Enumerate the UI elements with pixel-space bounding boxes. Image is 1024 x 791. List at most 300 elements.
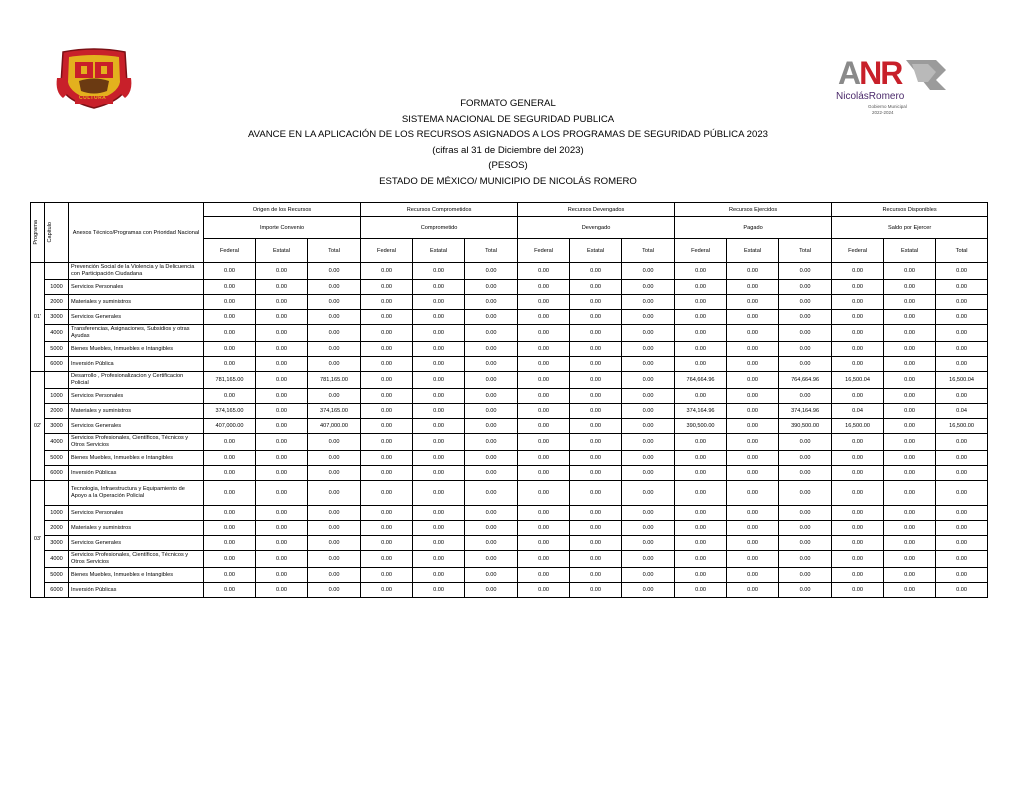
value-cell: 0.00 bbox=[622, 451, 675, 466]
value-cell: 0.00 bbox=[518, 568, 570, 583]
value-cell: 0.00 bbox=[256, 325, 308, 342]
value-cell: 0.00 bbox=[518, 481, 570, 506]
chapter-row bbox=[31, 506, 988, 521]
chapter-code: 3000 bbox=[45, 536, 69, 551]
value-cell: 0.00 bbox=[361, 342, 413, 357]
column-label: Federal bbox=[204, 239, 256, 263]
value-cell: 0.00 bbox=[413, 506, 465, 521]
value-cell: 0.00 bbox=[204, 466, 256, 481]
municipal-coat-of-arms-logo bbox=[55, 48, 133, 110]
logo-sub2: 2022-2024 bbox=[872, 110, 894, 115]
chapter-code: 4000 bbox=[45, 325, 69, 342]
chapter-label: Materiales y suministros bbox=[69, 521, 204, 536]
group-subtitle: Devengado bbox=[518, 217, 675, 239]
value-cell: 0.00 bbox=[884, 583, 936, 598]
value-cell: 0.00 bbox=[622, 357, 675, 372]
value-cell: 0.00 bbox=[413, 551, 465, 568]
value-cell: 0.00 bbox=[308, 325, 361, 342]
value-cell: 0.00 bbox=[884, 310, 936, 325]
value-cell: 0.00 bbox=[518, 325, 570, 342]
col-anexos-header: Anexos Técnico/Programas con Prioridad Nacional bbox=[69, 203, 204, 263]
value-cell: 0.00 bbox=[204, 280, 256, 295]
value-cell: 0.00 bbox=[308, 263, 361, 280]
chapter-label: Materiales y suministros bbox=[69, 295, 204, 310]
value-cell: 390,500.00 bbox=[779, 419, 832, 434]
chapter-cell-empty bbox=[45, 481, 69, 506]
value-cell: 0.00 bbox=[727, 506, 779, 521]
value-cell: 0.00 bbox=[308, 295, 361, 310]
resources-table bbox=[30, 202, 988, 598]
value-cell: 0.00 bbox=[884, 551, 936, 568]
program-code: 02' bbox=[31, 372, 45, 481]
value-cell: 0.00 bbox=[570, 466, 622, 481]
column-label: Estatal bbox=[413, 239, 465, 263]
value-cell: 0.00 bbox=[413, 342, 465, 357]
value-cell: 0.00 bbox=[622, 568, 675, 583]
value-cell: 0.00 bbox=[832, 295, 884, 310]
value-cell: 0.00 bbox=[256, 310, 308, 325]
value-cell: 0.00 bbox=[779, 466, 832, 481]
value-cell: 0.00 bbox=[832, 451, 884, 466]
value-cell: 0.00 bbox=[622, 536, 675, 551]
column-label: Total bbox=[936, 239, 988, 263]
value-cell: 0.00 bbox=[465, 481, 518, 506]
value-cell: 0.00 bbox=[675, 280, 727, 295]
value-cell: 0.00 bbox=[832, 434, 884, 451]
value-cell: 0.00 bbox=[361, 419, 413, 434]
value-cell: 0.00 bbox=[570, 419, 622, 434]
value-cell: 0.00 bbox=[256, 263, 308, 280]
chapter-row bbox=[31, 295, 988, 310]
value-cell: 0.00 bbox=[675, 263, 727, 280]
chapter-label: Materiales y suministros bbox=[69, 404, 204, 419]
value-cell: 0.00 bbox=[204, 342, 256, 357]
resources-table-container bbox=[30, 202, 986, 598]
value-cell: 0.00 bbox=[884, 506, 936, 521]
value-cell: 0.00 bbox=[622, 583, 675, 598]
chapter-row bbox=[31, 434, 988, 451]
value-cell: 0.00 bbox=[465, 434, 518, 451]
value-cell: 0.00 bbox=[256, 389, 308, 404]
value-cell: 0.00 bbox=[256, 434, 308, 451]
logo-letter-n: N bbox=[859, 55, 881, 91]
value-cell: 0.00 bbox=[204, 263, 256, 280]
value-cell: 0.00 bbox=[518, 263, 570, 280]
chapter-code: 1000 bbox=[45, 506, 69, 521]
value-cell: 0.00 bbox=[675, 325, 727, 342]
value-cell: 0.00 bbox=[570, 506, 622, 521]
value-cell: 0.00 bbox=[204, 521, 256, 536]
value-cell: 0.00 bbox=[675, 357, 727, 372]
value-cell: 0.00 bbox=[465, 536, 518, 551]
value-cell: 0.00 bbox=[518, 342, 570, 357]
value-cell: 390,500.00 bbox=[675, 419, 727, 434]
value-cell: 0.00 bbox=[727, 357, 779, 372]
value-cell: 0.00 bbox=[518, 583, 570, 598]
value-cell: 0.00 bbox=[832, 481, 884, 506]
chapter-row bbox=[31, 310, 988, 325]
column-label: Estatal bbox=[570, 239, 622, 263]
value-cell: 0.00 bbox=[465, 372, 518, 389]
value-cell: 0.00 bbox=[518, 451, 570, 466]
value-cell: 0.00 bbox=[727, 342, 779, 357]
value-cell: 0.00 bbox=[204, 389, 256, 404]
group-title: Recursos Disponibles bbox=[832, 203, 988, 217]
value-cell: 0.00 bbox=[308, 280, 361, 295]
value-cell: 0.00 bbox=[884, 536, 936, 551]
value-cell: 0.00 bbox=[518, 280, 570, 295]
value-cell: 0.00 bbox=[622, 310, 675, 325]
value-cell: 0.00 bbox=[675, 342, 727, 357]
value-cell: 0.00 bbox=[622, 481, 675, 506]
value-cell: 0.00 bbox=[204, 325, 256, 342]
value-cell: 0.00 bbox=[465, 451, 518, 466]
value-cell: 0.00 bbox=[779, 280, 832, 295]
value-cell: 0.00 bbox=[361, 481, 413, 506]
col-capitulo-header: Capitulo bbox=[45, 203, 69, 263]
value-cell: 0.00 bbox=[779, 568, 832, 583]
value-cell: 0.00 bbox=[518, 419, 570, 434]
group-subtitle: Pagado bbox=[675, 217, 832, 239]
value-cell: 0.00 bbox=[256, 583, 308, 598]
group-title: Recursos Devengados bbox=[518, 203, 675, 217]
value-cell: 0.00 bbox=[884, 434, 936, 451]
value-cell: 781,165.00 bbox=[308, 372, 361, 389]
value-cell: 0.00 bbox=[570, 568, 622, 583]
column-label: Federal bbox=[518, 239, 570, 263]
document-header bbox=[200, 96, 816, 190]
value-cell: 0.00 bbox=[256, 466, 308, 481]
value-cell: 0.00 bbox=[727, 551, 779, 568]
value-cell: 0.00 bbox=[832, 357, 884, 372]
value-cell: 0.00 bbox=[413, 310, 465, 325]
program-code: 01' bbox=[31, 263, 45, 372]
chapter-label: Servicios Generales bbox=[69, 310, 204, 325]
value-cell: 0.00 bbox=[779, 451, 832, 466]
value-cell: 16,500.04 bbox=[936, 372, 988, 389]
value-cell: 0.00 bbox=[518, 521, 570, 536]
chapter-row bbox=[31, 280, 988, 295]
value-cell: 0.00 bbox=[256, 295, 308, 310]
value-cell: 0.00 bbox=[727, 404, 779, 419]
chapter-row bbox=[31, 568, 988, 583]
value-cell: 0.00 bbox=[204, 583, 256, 598]
value-cell: 0.00 bbox=[413, 280, 465, 295]
value-cell: 0.00 bbox=[779, 481, 832, 506]
value-cell: 0.00 bbox=[936, 481, 988, 506]
value-cell: 0.00 bbox=[622, 372, 675, 389]
logo-sub1: Gobierno Municipal bbox=[868, 104, 907, 109]
value-cell: 0.00 bbox=[779, 357, 832, 372]
value-cell: 0.00 bbox=[204, 434, 256, 451]
value-cell: 0.00 bbox=[204, 481, 256, 506]
value-cell: 0.00 bbox=[675, 568, 727, 583]
logo-letter-a: A bbox=[838, 55, 860, 91]
value-cell: 0.00 bbox=[308, 521, 361, 536]
value-cell: 0.00 bbox=[518, 372, 570, 389]
value-cell: 0.00 bbox=[832, 325, 884, 342]
header-line-6: ESTADO DE MÉXICO/ MUNICIPIO DE NICOLÁS ROMERO bbox=[379, 175, 637, 187]
chapter-code: 5000 bbox=[45, 451, 69, 466]
value-cell: 0.00 bbox=[308, 434, 361, 451]
value-cell: 0.00 bbox=[936, 451, 988, 466]
chapter-code: 1000 bbox=[45, 280, 69, 295]
value-cell: 0.00 bbox=[622, 404, 675, 419]
chapter-code: 6000 bbox=[45, 583, 69, 598]
value-cell: 0.00 bbox=[675, 451, 727, 466]
value-cell: 0.00 bbox=[518, 357, 570, 372]
group-subtitle: Comprometido bbox=[361, 217, 518, 239]
value-cell: 0.00 bbox=[936, 295, 988, 310]
column-label: Estatal bbox=[884, 239, 936, 263]
chapter-row bbox=[31, 583, 988, 598]
value-cell: 0.00 bbox=[727, 263, 779, 280]
chapter-cell-empty bbox=[45, 263, 69, 280]
value-cell: 0.00 bbox=[308, 551, 361, 568]
value-cell: 0.00 bbox=[936, 466, 988, 481]
chapter-row bbox=[31, 419, 988, 434]
value-cell: 0.00 bbox=[465, 357, 518, 372]
chapter-label: Servicios Generales bbox=[69, 536, 204, 551]
value-cell: 0.00 bbox=[256, 536, 308, 551]
value-cell: 0.00 bbox=[465, 263, 518, 280]
value-cell: 0.00 bbox=[622, 263, 675, 280]
value-cell: 0.00 bbox=[413, 434, 465, 451]
value-cell: 0.00 bbox=[622, 295, 675, 310]
column-label: Federal bbox=[361, 239, 413, 263]
value-cell: 0.00 bbox=[256, 342, 308, 357]
value-cell: 0.00 bbox=[675, 536, 727, 551]
chapter-code: 6000 bbox=[45, 357, 69, 372]
value-cell: 0.00 bbox=[884, 280, 936, 295]
value-cell: 407,000.00 bbox=[204, 419, 256, 434]
value-cell: 0.00 bbox=[413, 325, 465, 342]
chapter-row bbox=[31, 357, 988, 372]
value-cell: 0.00 bbox=[779, 325, 832, 342]
table-body bbox=[31, 263, 988, 598]
value-cell: 0.00 bbox=[779, 342, 832, 357]
value-cell: 764,664.96 bbox=[675, 372, 727, 389]
value-cell: 0.00 bbox=[361, 389, 413, 404]
chapter-label: Servicios Profesionales, Científicos, Técnicos y Otros Servicios bbox=[69, 434, 204, 451]
value-cell: 0.00 bbox=[204, 451, 256, 466]
value-cell: 0.00 bbox=[570, 481, 622, 506]
value-cell: 0.00 bbox=[832, 583, 884, 598]
value-cell: 0.00 bbox=[204, 536, 256, 551]
value-cell: 0.00 bbox=[675, 310, 727, 325]
value-cell: 0.00 bbox=[622, 466, 675, 481]
value-cell: 0.00 bbox=[361, 583, 413, 598]
value-cell: 0.00 bbox=[361, 536, 413, 551]
value-cell: 0.04 bbox=[936, 404, 988, 419]
value-cell: 0.00 bbox=[570, 551, 622, 568]
column-label: Estatal bbox=[256, 239, 308, 263]
value-cell: 0.00 bbox=[256, 404, 308, 419]
value-cell: 0.00 bbox=[570, 295, 622, 310]
value-cell: 0.00 bbox=[832, 263, 884, 280]
value-cell: 0.00 bbox=[622, 506, 675, 521]
chapter-row bbox=[31, 551, 988, 568]
program-title: Prevención Social de la Violencia y la Delicuencia con Participación Ciudadana bbox=[69, 263, 204, 280]
column-label: Total bbox=[465, 239, 518, 263]
value-cell: 0.00 bbox=[465, 568, 518, 583]
value-cell: 0.00 bbox=[779, 583, 832, 598]
value-cell: 0.00 bbox=[204, 551, 256, 568]
value-cell: 0.00 bbox=[413, 451, 465, 466]
value-cell: 0.00 bbox=[727, 521, 779, 536]
value-cell: 0.00 bbox=[256, 481, 308, 506]
value-cell: 0.00 bbox=[832, 280, 884, 295]
value-cell: 0.00 bbox=[413, 481, 465, 506]
chapter-code: 3000 bbox=[45, 419, 69, 434]
value-cell: 0.00 bbox=[779, 506, 832, 521]
value-cell: 0.00 bbox=[884, 372, 936, 389]
value-cell: 0.00 bbox=[570, 342, 622, 357]
value-cell: 0.00 bbox=[413, 372, 465, 389]
value-cell: 0.00 bbox=[936, 434, 988, 451]
chapter-label: Bienes Muebles, Inmuebles e Intangibles bbox=[69, 342, 204, 357]
value-cell: 0.00 bbox=[413, 295, 465, 310]
value-cell: 0.00 bbox=[936, 389, 988, 404]
value-cell: 0.00 bbox=[936, 342, 988, 357]
value-cell: 0.00 bbox=[779, 310, 832, 325]
value-cell: 0.00 bbox=[308, 536, 361, 551]
value-cell: 0.00 bbox=[570, 372, 622, 389]
value-cell: 0.00 bbox=[727, 434, 779, 451]
value-cell: 0.00 bbox=[622, 280, 675, 295]
program-title: Desarrollo , Profesionalizacion y Certificacion Policial bbox=[69, 372, 204, 389]
value-cell: 0.00 bbox=[256, 357, 308, 372]
value-cell: 0.00 bbox=[413, 568, 465, 583]
chapter-row bbox=[31, 389, 988, 404]
value-cell: 0.00 bbox=[727, 536, 779, 551]
chapter-code: 6000 bbox=[45, 466, 69, 481]
chapter-label: Bienes Muebles, Inmuebles e Intangibles bbox=[69, 451, 204, 466]
value-cell: 0.00 bbox=[675, 434, 727, 451]
value-cell: 0.00 bbox=[256, 521, 308, 536]
value-cell: 0.00 bbox=[518, 466, 570, 481]
value-cell: 0.00 bbox=[361, 280, 413, 295]
chapter-code: 5000 bbox=[45, 342, 69, 357]
value-cell: 0.00 bbox=[518, 506, 570, 521]
value-cell: 0.00 bbox=[465, 389, 518, 404]
value-cell: 0.00 bbox=[727, 295, 779, 310]
value-cell: 0.00 bbox=[832, 389, 884, 404]
value-cell: 0.00 bbox=[884, 419, 936, 434]
value-cell: 0.00 bbox=[413, 536, 465, 551]
value-cell: 0.00 bbox=[361, 551, 413, 568]
value-cell: 0.00 bbox=[675, 521, 727, 536]
value-cell: 0.00 bbox=[936, 310, 988, 325]
chapter-row bbox=[31, 521, 988, 536]
value-cell: 0.00 bbox=[256, 506, 308, 521]
value-cell: 0.00 bbox=[465, 295, 518, 310]
value-cell: 0.00 bbox=[413, 404, 465, 419]
value-cell: 0.00 bbox=[622, 389, 675, 404]
value-cell: 0.00 bbox=[622, 551, 675, 568]
column-label: Total bbox=[779, 239, 832, 263]
value-cell: 0.00 bbox=[361, 325, 413, 342]
value-cell: 0.00 bbox=[832, 506, 884, 521]
program-title-row bbox=[31, 372, 988, 389]
value-cell: 0.00 bbox=[832, 536, 884, 551]
value-cell: 0.00 bbox=[884, 342, 936, 357]
program-title-row bbox=[31, 263, 988, 280]
value-cell: 0.00 bbox=[204, 310, 256, 325]
value-cell: 374,164.96 bbox=[779, 404, 832, 419]
value-cell: 0.00 bbox=[361, 404, 413, 419]
value-cell: 764,664.96 bbox=[779, 372, 832, 389]
value-cell: 0.00 bbox=[832, 310, 884, 325]
value-cell: 0.00 bbox=[413, 419, 465, 434]
value-cell: 0.00 bbox=[308, 389, 361, 404]
value-cell: 0.00 bbox=[570, 583, 622, 598]
value-cell: 0.00 bbox=[256, 568, 308, 583]
value-cell: 0.00 bbox=[936, 521, 988, 536]
value-cell: 0.00 bbox=[675, 466, 727, 481]
logo-letters bbox=[838, 56, 901, 90]
value-cell: 0.00 bbox=[465, 551, 518, 568]
value-cell: 0.00 bbox=[465, 325, 518, 342]
header-line-4: (cifras al 31 de Diciembre del 2023) bbox=[432, 144, 584, 156]
value-cell: 0.00 bbox=[518, 295, 570, 310]
value-cell: 0.00 bbox=[361, 568, 413, 583]
value-cell: 0.00 bbox=[675, 481, 727, 506]
value-cell: 16,500.00 bbox=[936, 419, 988, 434]
value-cell: 0.00 bbox=[832, 551, 884, 568]
value-cell: 0.00 bbox=[936, 506, 988, 521]
value-cell: 0.00 bbox=[361, 451, 413, 466]
value-cell: 0.00 bbox=[884, 389, 936, 404]
header-row-groups bbox=[31, 203, 988, 217]
header-line-1: FORMATO GENERAL bbox=[460, 98, 556, 109]
value-cell: 0.00 bbox=[832, 466, 884, 481]
value-cell: 0.00 bbox=[675, 506, 727, 521]
value-cell: 0.00 bbox=[413, 466, 465, 481]
value-cell: 0.00 bbox=[675, 389, 727, 404]
value-cell: 0.00 bbox=[361, 434, 413, 451]
value-cell: 407,000.00 bbox=[308, 419, 361, 434]
chapter-label: Servicios Personales bbox=[69, 280, 204, 295]
value-cell: 0.00 bbox=[465, 404, 518, 419]
chapter-label: Bienes Muebles, Inmuebles e Intangibles bbox=[69, 568, 204, 583]
value-cell: 374,165.00 bbox=[308, 404, 361, 419]
value-cell: 0.00 bbox=[570, 325, 622, 342]
program-code: 03' bbox=[31, 481, 45, 598]
value-cell: 0.00 bbox=[884, 466, 936, 481]
value-cell: 0.00 bbox=[727, 310, 779, 325]
value-cell: 0.00 bbox=[936, 551, 988, 568]
column-label: Total bbox=[308, 239, 361, 263]
value-cell: 0.00 bbox=[884, 568, 936, 583]
value-cell: 0.00 bbox=[570, 310, 622, 325]
value-cell: 0.00 bbox=[622, 325, 675, 342]
value-cell: 0.00 bbox=[465, 419, 518, 434]
value-cell: 0.00 bbox=[779, 434, 832, 451]
value-cell: 0.00 bbox=[570, 434, 622, 451]
program-title: Tecnologia, Infraestructura y Equipamiento de Apoyo a la Operación Policial bbox=[69, 481, 204, 506]
value-cell: 0.00 bbox=[308, 506, 361, 521]
value-cell: 0.00 bbox=[936, 583, 988, 598]
value-cell: 0.00 bbox=[727, 466, 779, 481]
value-cell: 0.00 bbox=[727, 419, 779, 434]
chapter-code: 1000 bbox=[45, 389, 69, 404]
value-cell: 0.00 bbox=[308, 451, 361, 466]
value-cell: 0.00 bbox=[361, 372, 413, 389]
value-cell: 0.00 bbox=[675, 551, 727, 568]
chapter-row bbox=[31, 325, 988, 342]
chapter-code: 4000 bbox=[45, 551, 69, 568]
